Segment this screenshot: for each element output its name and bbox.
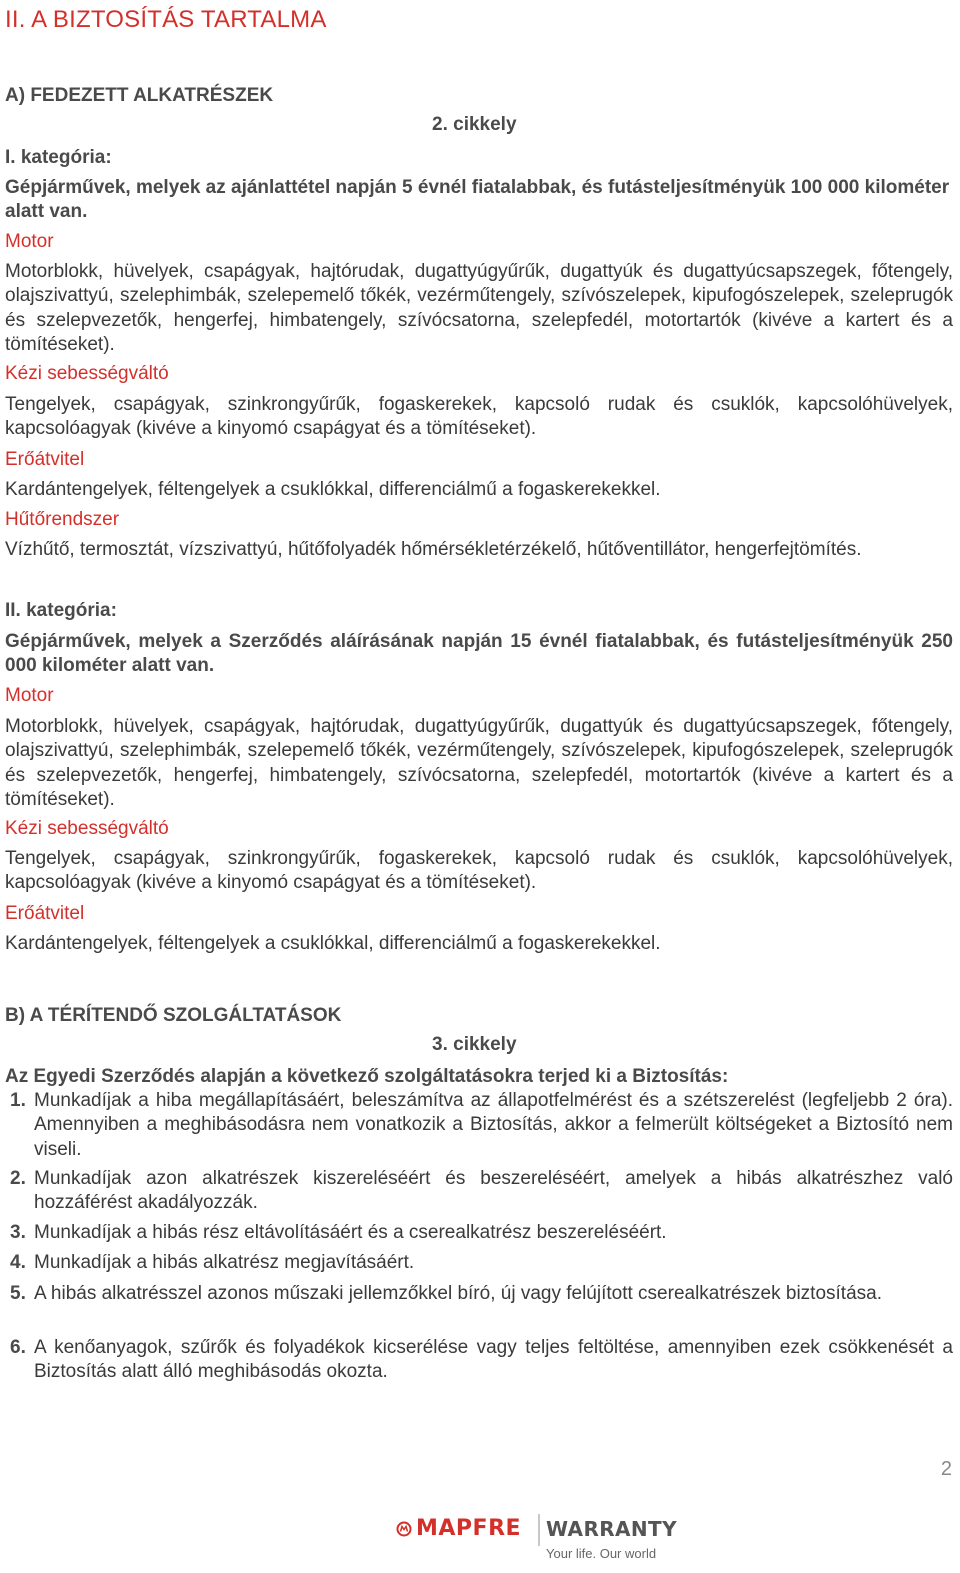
subsection-text: Vízhűtő, termosztát, vízszivattyú, hűtőfolyadék hőmérsékletérzékelő, hűtőventillátor, hengerfejtömítés.: [5, 539, 862, 560]
category-condition: Gépjárművek, melyek az ajánlattétel napján 5 évnél fiatalabbak, és futásteljesítményük 100 000 kilométer alatt van.: [5, 177, 950, 223]
footer-brand: MAPFRE: [416, 1516, 522, 1541]
subsection-text: Kardántengelyek, féltengelyek a csuklókkal, differenciálmű a fogaskerekekkel.: [5, 933, 661, 954]
article-number: 2. cikkely: [432, 114, 517, 135]
subsection-title: Kézi sebességváltó: [5, 363, 169, 384]
category-label: I. kategória:: [5, 147, 112, 168]
footer-divider: [538, 1514, 540, 1546]
list-item: [5, 1167, 953, 1216]
subsection-text: Kardántengelyek, féltengelyek a csuklókkal, differenciálmű a fogaskerekekkel.: [5, 479, 661, 500]
subsection-text: Tengelyek, csapágyak, szinkrongyűrűk, fogaskerekek, kapcsoló rudak és csuklók, kapcsolóhüvelyek, kapcsolóagyak (kivéve a kinyomó csapágyat és a tömítéseket).: [5, 848, 953, 894]
category-condition: Gépjárművek, melyek a Szerződés aláírásának napján 15 évnél fiatalabbak, és futásteljesítményük 250 000 kilométer alatt van.: [5, 631, 953, 677]
subsection-title: Motor: [5, 685, 54, 706]
list-item-text: A kenőanyagok, szűrők és folyadékok kicserélése vagy teljes feltöltése, amennyiben ezek csökkenését a Biztosítás alatt álló meghibásodás okozta.: [34, 1337, 953, 1383]
list-item-number: 3.: [10, 1222, 26, 1243]
services-intro: Az Egyedi Szerződés alapján a következő szolgáltatásokra terjed ki a Biztosítás:: [5, 1066, 729, 1087]
subsection-title: Motor: [5, 231, 54, 252]
category-label: II. kategória:: [5, 600, 117, 621]
list-item: [5, 1336, 953, 1385]
list-item-text: Munkadíjak azon alkatrészek kiszereléséért és beszereléséért, amelyek a hibás alkatrészhez való hozzáférést akadályozzák.: [34, 1168, 953, 1214]
section-a-heading: A) FEDEZETT ALKATRÉSZEK: [5, 85, 274, 106]
list-item-text: Munkadíjak a hibás rész eltávolításáért és a cserealkatrész beszereléséért.: [34, 1222, 667, 1243]
page-number: 2: [940, 1458, 952, 1480]
list-item: [5, 1221, 953, 1245]
list-item: [5, 1282, 953, 1306]
list-item: [5, 1251, 953, 1275]
subsection-title: Erőátvitel: [5, 903, 85, 924]
subsection-text: Tengelyek, csapágyak, szinkrongyűrűk, fogaskerekek, kapcsoló rudak és csuklók, kapcsolóhüvelyek, kapcsolóagyak (kivéve a kinyomó csapágyat és a tömítéseket).: [5, 394, 953, 440]
subsection-text: Motorblokk, hüvelyek, csapágyak, hajtórudak, dugattyúgyűrűk, dugattyúk és dugattyúcsapszegek, főtengely, olajszivattyú, szelephimbák, szelepemelő tőkék, vezérműtengely, szívószelepek, kipufogószelepek, szeleprugók és szelepvezetők, hengerfej, himbatengely, szívócsatorna, szelepfedél, motortartók (kivéve a kartert és a tömítéseket).: [5, 261, 953, 356]
list-item-text: A hibás alkatrésszel azonos műszaki jellemzőkkel bíró, új vagy felújított cserealkatrészek biztosítása.: [34, 1283, 882, 1304]
list-item: [5, 1089, 953, 1162]
subsection-title: Hűtőrendszer: [5, 509, 120, 530]
section-b-heading: B) A TÉRÍTENDŐ SZOLGÁLTATÁSOK: [5, 1005, 342, 1026]
list-item-number: 5.: [10, 1283, 26, 1304]
article-number: 3. cikkely: [432, 1034, 517, 1055]
list-item-text: Munkadíjak a hibás alkatrész megjavításáért.: [34, 1252, 415, 1273]
list-item-number: 2.: [10, 1168, 26, 1189]
page-title: II. A BIZTOSÍTÁS TARTALMA: [5, 6, 327, 33]
list-item-number: 1.: [10, 1090, 26, 1111]
footer-logo: [396, 1512, 696, 1568]
subsection-title: Erőátvitel: [5, 449, 85, 470]
footer-tagline: Your life. Our world: [546, 1546, 657, 1561]
mapfre-logo-icon: [396, 1521, 412, 1537]
list-item-number: 6.: [10, 1337, 26, 1358]
subsection-text: Motorblokk, hüvelyek, csapágyak, hajtórudak, dugattyúgyűrűk, dugattyúk és dugattyúcsapszegek, főtengely, olajszivattyú, szelephimbák, szelepemelő tőkék, vezérműtengely, szívószelepek, kipufogószelepek, szeleprugók és szelepvezetők, hengerfej, himbatengely, szívócsatorna, szelepfedél, motortartók (kivéve a kartert és a tömítéseket).: [5, 716, 953, 811]
footer-product: WARRANTY: [546, 1517, 677, 1541]
subsection-title: Kézi sebességváltó: [5, 818, 169, 839]
list-item-number: 4.: [10, 1252, 26, 1273]
list-item-text: Munkadíjak a hiba megállapításáért, beleszámítva az állapotfelmérést és a szétszerelést (legfeljebb 2 óra). Amennyiben a meghibásodásra nem vonatkozik a Biztosítás, akkor a felmerült költségeket a Biztosító nem viseli.: [34, 1090, 953, 1160]
